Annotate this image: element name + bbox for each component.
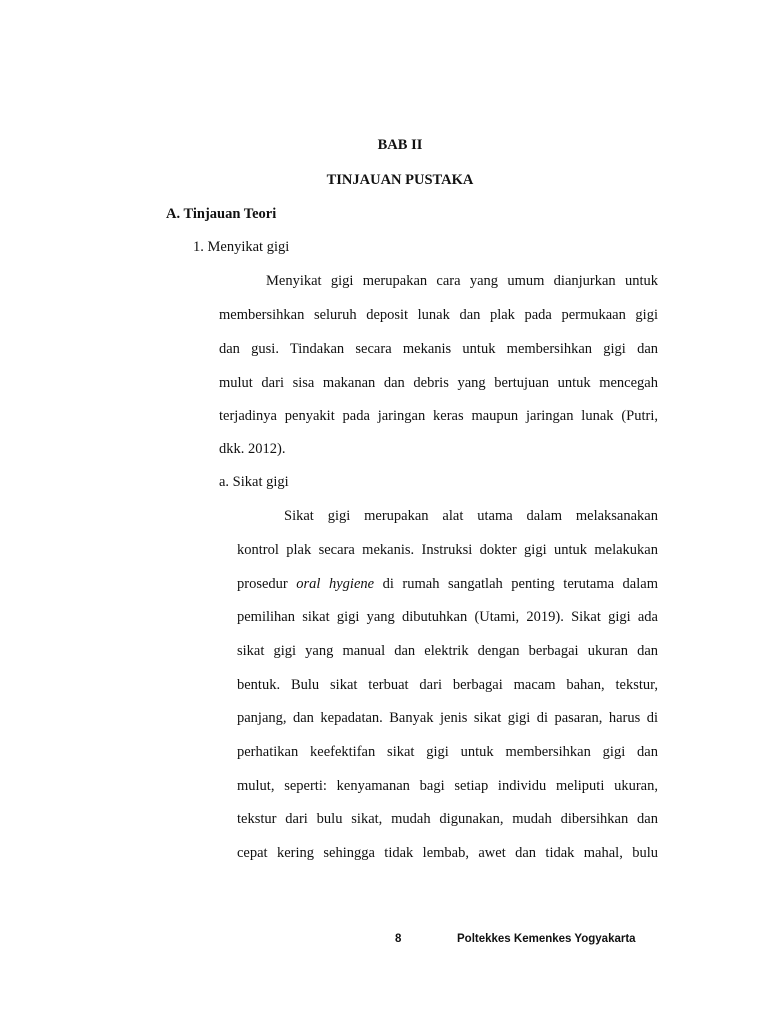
- para2-line: Sikat gigi merupakan alat utama dalam melaksanakan: [284, 508, 658, 524]
- page-number: 8: [395, 933, 402, 945]
- para2-line: sikat gigi yang manual dan elektrik dengan berbagai ukuran dan: [237, 643, 658, 659]
- text-run: prosedur: [237, 576, 297, 592]
- para2-line: panjang, dan kepadatan. Banyak jenis sikat gigi di pasaran, harus di: [237, 710, 658, 726]
- footer-institution: Poltekkes Kemenkes Yogyakarta: [457, 933, 636, 945]
- para2-line: [237, 576, 658, 593]
- para1-line: mulut dari sisa makanan dan debris yang bertujuan untuk mencegah: [219, 375, 658, 391]
- subheading-a: a. Sikat gigi: [219, 474, 289, 490]
- chapter-title: TINJAUAN PUSTAKA: [326, 172, 474, 188]
- para1-line: dkk. 2012).: [219, 441, 286, 457]
- chapter-number: BAB II: [377, 137, 423, 153]
- para2-line: cepat kering sehingga tidak lembab, awet dan tidak mahal, bulu: [237, 845, 658, 861]
- para1-line: membersihkan seluruh deposit lunak dan plak pada permukaan gigi: [219, 307, 658, 323]
- para2-line: perhatikan keefektifan sikat gigi untuk membersihkan gigi dan: [237, 744, 658, 760]
- section-heading-a: A. Tinjauan Teori: [166, 206, 277, 222]
- para2-line: mulut, seperti: kenyamanan bagi setiap individu meliputi ukuran,: [237, 778, 658, 794]
- subsection-heading-1: 1. Menyikat gigi: [193, 239, 290, 255]
- para2-line: bentuk. Bulu sikat terbuat dari berbagai macam bahan, tekstur,: [237, 677, 658, 693]
- italic-term: oral hygiene: [296, 576, 375, 592]
- para2-line: pemilihan sikat gigi yang dibutuhkan (Utami, 2019). Sikat gigi ada: [237, 609, 658, 625]
- text-run: di rumah sangatlah penting terutama dalam: [374, 576, 658, 592]
- para1-line: dan gusi. Tindakan secara mekanis untuk membersihkan gigi dan: [219, 341, 658, 357]
- para1-line: Menyikat gigi merupakan cara yang umum dianjurkan untuk: [266, 273, 658, 289]
- para1-line: terjadinya penyakit pada jaringan keras maupun jaringan lunak (Putri,: [219, 408, 658, 424]
- para2-line: tekstur dari bulu sikat, mudah digunakan, mudah dibersihkan dan: [237, 811, 658, 827]
- para2-line: kontrol plak secara mekanis. Instruksi dokter gigi untuk melakukan: [237, 542, 658, 558]
